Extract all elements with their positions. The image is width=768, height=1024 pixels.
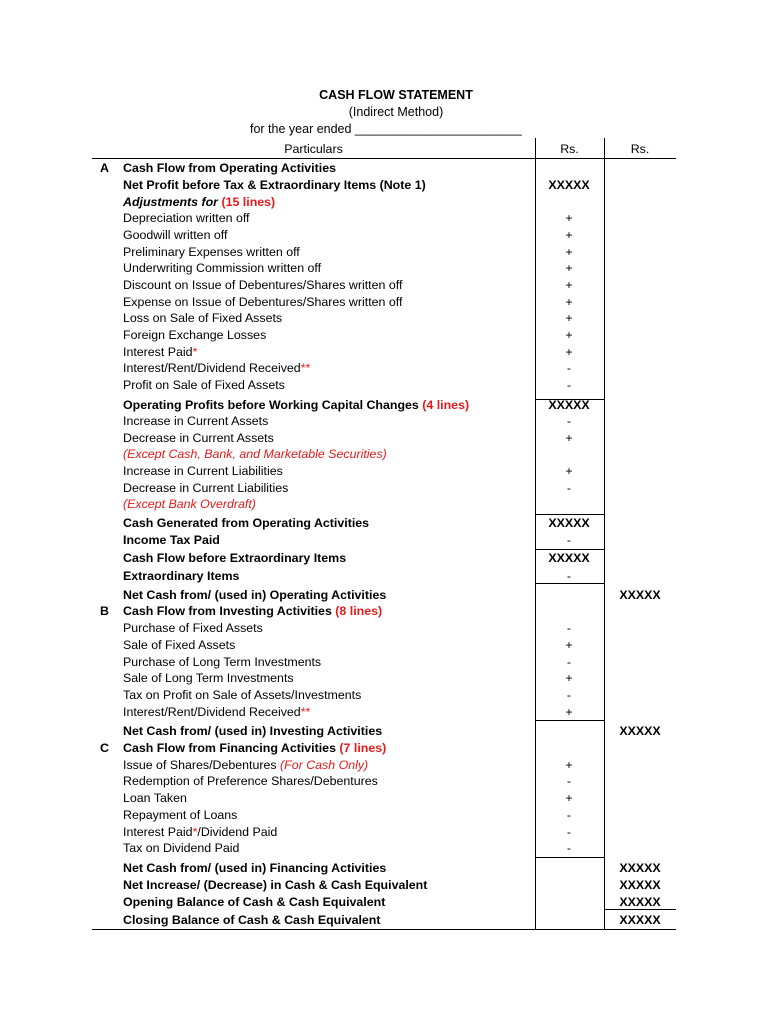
- label-text: Closing Balance of Cash & Cash Equivalent: [123, 913, 381, 927]
- total-rule: [604, 909, 676, 910]
- particular-label: [123, 161, 336, 175]
- amount-rs-1: -: [566, 808, 572, 822]
- label-text: Expense on Issue of Debentures/Shares written off: [123, 295, 403, 309]
- amount-rs-1: XXXXX: [548, 178, 590, 192]
- label-text: Cash Flow before Extraordinary Items: [123, 551, 347, 565]
- label-text: Decrease in Current Liabilities: [123, 481, 289, 495]
- particular-label: [123, 245, 300, 259]
- annotation-text: (4 lines): [422, 398, 470, 412]
- bottom-rule: [92, 929, 676, 930]
- particular-label: [123, 791, 187, 805]
- amount-rs-1: -: [566, 841, 572, 855]
- particular-label: [123, 569, 239, 583]
- label-text: Cash Flow from Operating Activities: [123, 161, 336, 175]
- amount-rs-1: +: [565, 705, 573, 719]
- particular-label: [123, 195, 275, 209]
- particular-label: [123, 705, 310, 719]
- label-text: Opening Balance of Cash & Cash Equivalent: [123, 895, 386, 909]
- particular-label: [123, 741, 386, 755]
- label-text: Operating Profits before Working Capital Changes: [123, 398, 423, 412]
- particular-label: [123, 178, 426, 192]
- annotation-text: (15 lines): [221, 195, 276, 209]
- particular-label: [123, 345, 197, 359]
- amount-rs-2: XXXXX: [619, 878, 661, 892]
- subtotal-rule: [535, 720, 604, 721]
- label-text: Loss on Sale of Fixed Assets: [123, 311, 283, 325]
- label-text: Extraordinary Items: [123, 569, 240, 583]
- label-text: Increase in Current Liabilities: [123, 464, 283, 478]
- label-text: Issue of Shares/Debentures: [123, 758, 281, 772]
- particular-label: [123, 808, 237, 822]
- label-text: Net Cash from/ (used in) Operating Activities: [123, 588, 387, 602]
- particular-label: [123, 861, 386, 875]
- label-text: Goodwill written off: [123, 228, 228, 242]
- amount-rs-1: +: [565, 431, 573, 445]
- label-text: Interest Paid: [123, 825, 193, 839]
- amount-rs-1: +: [565, 464, 573, 478]
- section-letter: C: [100, 741, 109, 755]
- particular-label: [123, 688, 361, 702]
- particular-label: [123, 361, 310, 375]
- particular-label: [123, 311, 282, 325]
- year-ended-line: for the year ended ________________________: [250, 122, 522, 136]
- particular-label: [123, 481, 288, 495]
- amount-rs-1: +: [565, 311, 573, 325]
- label-text: Net Cash from/ (used in) Financing Activities: [123, 861, 387, 875]
- subtotal-rule: [535, 399, 604, 400]
- particular-label: [123, 758, 368, 772]
- annotation-text: *: [192, 345, 198, 359]
- rs-header-1: Rs.: [560, 142, 579, 156]
- amount-rs-1: +: [565, 295, 573, 309]
- particular-label: [123, 516, 369, 530]
- annotation-text: (Except Cash, Bank, and Marketable Securities): [123, 447, 387, 461]
- label-text: Tax on Dividend Paid: [123, 841, 240, 855]
- label-text: Cash Flow from Financing Activities: [123, 741, 340, 755]
- subtotal-rule: [535, 583, 604, 584]
- label-text: Cash Flow from Investing Activities: [123, 604, 336, 618]
- label-text: Underwriting Commission written off: [123, 261, 322, 275]
- annotation-text: (For Cash Only): [280, 758, 369, 772]
- annotation-text: **: [300, 705, 311, 719]
- section-letter: A: [100, 161, 109, 175]
- particular-label: [123, 447, 387, 461]
- amount-rs-1: -: [566, 378, 572, 392]
- label-text: Purchase of Fixed Assets: [123, 621, 263, 635]
- amount-rs-1: +: [565, 345, 573, 359]
- amount-rs-1: -: [566, 481, 572, 495]
- particular-label: [123, 398, 469, 412]
- particular-label: [123, 414, 268, 428]
- amount-rs-1: XXXXX: [548, 551, 590, 565]
- cash-flow-table: [92, 138, 676, 930]
- section-letter: B: [100, 604, 109, 618]
- subtotal-rule: [535, 514, 604, 515]
- amount-rs-1: -: [566, 825, 572, 839]
- label-text: Net Increase/ (Decrease) in Cash & Cash Equivalent: [123, 878, 428, 892]
- label-text: Repayment of Loans: [123, 808, 238, 822]
- particular-label: [123, 278, 402, 292]
- particular-label: [123, 533, 220, 547]
- particular-label: [123, 464, 283, 478]
- particular-label: [123, 295, 402, 309]
- amount-rs-1: -: [566, 774, 572, 788]
- particular-label: [123, 431, 274, 445]
- column-divider-2: [604, 138, 605, 930]
- particular-label: [123, 551, 346, 565]
- particular-label: [123, 724, 382, 738]
- amount-rs-2: XXXXX: [619, 895, 661, 909]
- amount-rs-1: -: [566, 621, 572, 635]
- rs-header-2: Rs.: [630, 142, 650, 156]
- particular-label: [123, 895, 385, 909]
- amount-rs-2: XXXXX: [619, 588, 661, 602]
- label-text: Adjustments for: [123, 195, 222, 209]
- amount-rs-1: +: [565, 228, 573, 242]
- annotation-text: (8 lines): [335, 604, 383, 618]
- particular-label: [123, 261, 321, 275]
- amount-rs-1: +: [565, 211, 573, 225]
- annotation-text: (Except Bank Overdraft): [123, 497, 256, 511]
- amount-rs-1: +: [565, 758, 573, 772]
- label-text: Net Profit before Tax & Extraordinary Items (Note 1): [123, 178, 426, 192]
- label-text: Increase in Current Assets: [123, 414, 269, 428]
- amount-rs-1: -: [566, 414, 572, 428]
- amount-rs-1: +: [565, 638, 573, 652]
- particular-label: [123, 497, 256, 511]
- label-text: Discount on Issue of Debentures/Shares written off: [123, 278, 403, 292]
- particular-label: [123, 671, 294, 685]
- particular-label: [123, 378, 285, 392]
- label-text: Purchase of Long Term Investments: [123, 655, 322, 669]
- amount-rs-1: -: [566, 569, 572, 583]
- subtotal-rule: [535, 857, 604, 858]
- label-text: Interest/Rent/Dividend Received: [123, 705, 301, 719]
- label-text: Depreciation written off: [123, 211, 250, 225]
- label-text: /Dividend Paid: [197, 825, 278, 839]
- label-text: Cash Generated from Operating Activities: [123, 516, 370, 530]
- amount-rs-1: +: [565, 671, 573, 685]
- particular-label: [123, 328, 266, 342]
- amount-rs-1: -: [566, 655, 572, 669]
- annotation-text: (7 lines): [339, 741, 387, 755]
- amount-rs-1: XXXXX: [548, 516, 590, 530]
- particular-label: [123, 825, 277, 839]
- label-text: Net Cash from/ (used in) Investing Activities: [123, 724, 383, 738]
- annotation-text: *: [192, 825, 198, 839]
- particular-label: [123, 211, 250, 225]
- label-text: Foreign Exchange Losses: [123, 328, 267, 342]
- label-text: Tax on Profit on Sale of Assets/Investments: [123, 688, 362, 702]
- particular-label: [123, 621, 263, 635]
- amount-rs-1: -: [566, 361, 572, 375]
- label-text: Profit on Sale of Fixed Assets: [123, 378, 285, 392]
- label-text: Redemption of Preference Shares/Debentures: [123, 774, 378, 788]
- subtotal-rule: [535, 549, 604, 550]
- particular-label: [123, 588, 386, 602]
- particular-label: [123, 228, 227, 242]
- particular-label: [123, 638, 235, 652]
- amount-rs-1: +: [565, 328, 573, 342]
- particular-label: [123, 878, 427, 892]
- annotation-text: **: [300, 361, 311, 375]
- label-text: Sale of Fixed Assets: [123, 638, 236, 652]
- amount-rs-1: +: [565, 791, 573, 805]
- label-text: Decrease in Current Assets: [123, 431, 274, 445]
- method-subtitle: (Indirect Method): [348, 105, 444, 119]
- label-text: Interest Paid: [123, 345, 193, 359]
- amount-rs-1: XXXXX: [548, 398, 590, 412]
- label-text: Interest/Rent/Dividend Received: [123, 361, 301, 375]
- amount-rs-1: +: [565, 245, 573, 259]
- particular-label: [123, 841, 239, 855]
- label-text: Sale of Long Term Investments: [123, 671, 294, 685]
- amount-rs-2: XXXXX: [619, 724, 661, 738]
- statement-title: CASH FLOW STATEMENT: [319, 88, 473, 102]
- amount-rs-1: +: [565, 261, 573, 275]
- amount-rs-1: -: [566, 533, 572, 547]
- particular-label: [123, 774, 378, 788]
- particular-label: [123, 913, 381, 927]
- header-rule: [92, 158, 676, 159]
- particulars-header: Particulars: [284, 142, 343, 156]
- particular-label: [123, 655, 321, 669]
- amount-rs-2: XXXXX: [619, 861, 661, 875]
- label-text: Loan Taken: [123, 791, 187, 805]
- label-text: Preliminary Expenses written off: [123, 245, 300, 259]
- label-text: Income Tax Paid: [123, 533, 220, 547]
- amount-rs-1: +: [565, 278, 573, 292]
- amount-rs-2: XXXXX: [619, 913, 661, 927]
- particular-label: [123, 604, 382, 618]
- amount-rs-1: -: [566, 688, 572, 702]
